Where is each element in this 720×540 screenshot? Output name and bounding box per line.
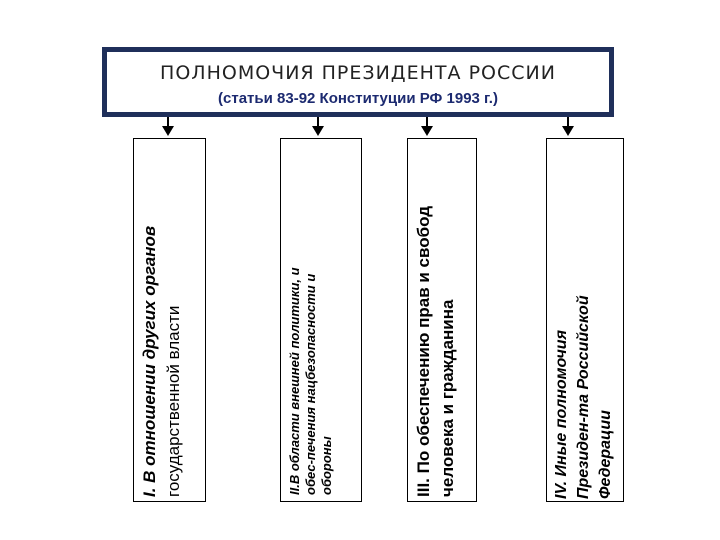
power-box-4 [546,138,624,502]
power-box-1-line2: государственной власти [164,305,183,497]
power-box-3-line2: человека и гражданина [438,299,457,497]
power-box-4-text [547,139,621,502]
arrow-down-icon [312,126,324,136]
power-box-2-text [281,139,341,502]
power-box-2-line2: обес-печения нацбезопасности и [303,273,318,495]
power-box-1 [133,138,206,502]
power-box-2-line1: II.В области внешней политики, и [287,267,302,495]
power-box-4-line3: Федерации [597,410,614,499]
power-box-4-line2: Президен-та Российской [575,295,592,499]
arrow-down-icon [421,126,433,136]
power-box-3-text [408,139,464,502]
power-box-1-line1: I. В отношении других органов [140,225,159,497]
power-box-2 [280,138,362,502]
header-subtitle: (статьи 83-92 Конституции РФ 1993 г.) [218,90,498,107]
arrow-down-icon [162,126,174,136]
arrow-down-icon [562,126,574,136]
power-box-1-text [134,139,190,502]
power-box-2-line3: обороны [319,436,334,495]
power-box-3 [407,138,477,502]
power-box-4-line1: IV. Иные полномочия [553,330,570,499]
power-box-3-line1: III. По обеспечению прав и свобод [414,205,433,497]
header-box [102,47,614,117]
header-title: ПОЛНОМОЧИЯ ПРЕЗИДЕНТА РОССИИ [160,62,556,84]
